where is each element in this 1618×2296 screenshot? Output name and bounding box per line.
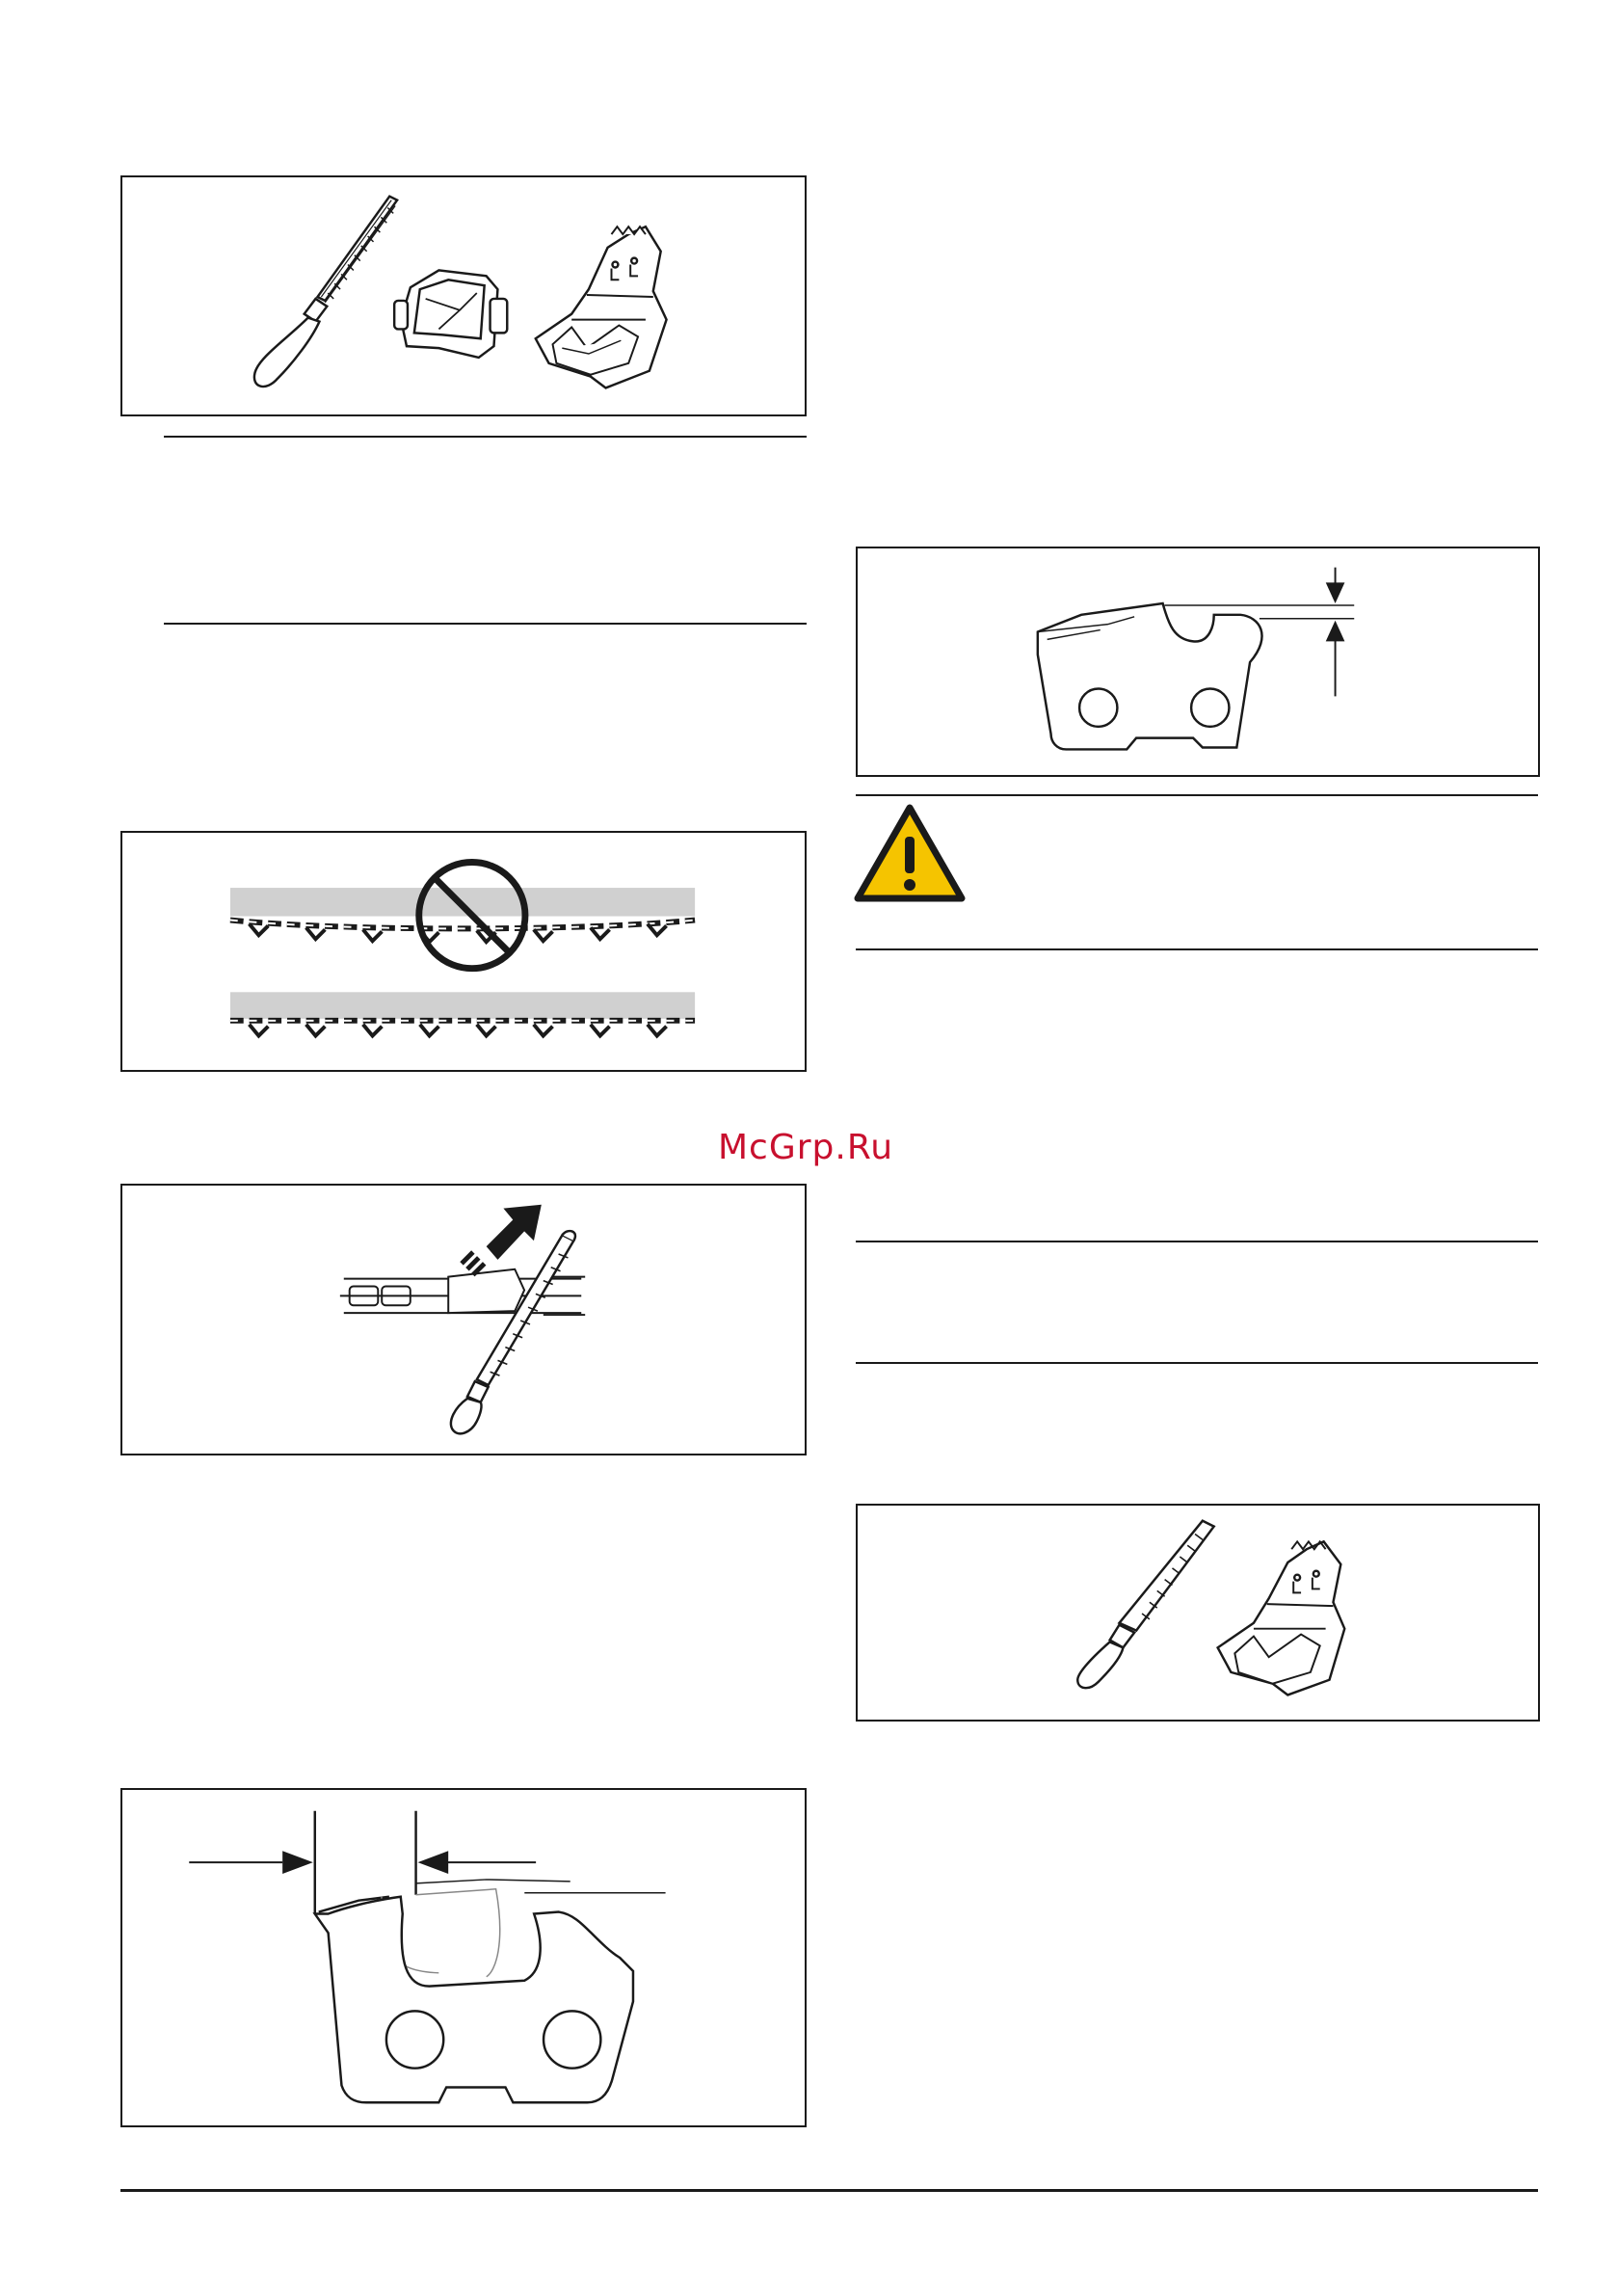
warning-triangle-icon	[852, 802, 968, 904]
chain-correct-icon	[230, 992, 695, 1035]
fig-chain-tension	[120, 831, 807, 1072]
round-file-icon	[451, 1231, 575, 1433]
arrow-right-icon	[189, 1851, 313, 1874]
flat-file-icon	[1077, 1521, 1213, 1688]
arrow-up-icon	[1326, 621, 1345, 697]
warning-rule-bottom	[856, 948, 1538, 950]
footer-rule	[120, 2189, 1538, 2192]
fig-flat-file-gauge	[856, 1504, 1540, 1722]
arrow-down-icon	[1326, 568, 1345, 603]
note-rule-right-bottom	[856, 1362, 1538, 1364]
warning-rule-top	[856, 794, 1538, 796]
fig-tools-file-guide-gauge	[120, 175, 807, 416]
depth-gauge-icon	[1218, 1541, 1345, 1695]
note-rule-right-top	[856, 1241, 1538, 1242]
chain-sagging-icon	[230, 888, 695, 942]
fig-filing-direction	[120, 1184, 807, 1455]
watermark-text: McGrp.Ru	[718, 1128, 894, 1167]
arrow-left-icon	[418, 1851, 537, 1874]
depth-gauge-icon	[536, 227, 667, 387]
note-rule-top	[164, 436, 807, 438]
file-holder-icon	[394, 270, 507, 358]
cutter-tooth-icon	[315, 1811, 666, 2103]
fig-depth-gauge-setting	[856, 547, 1540, 777]
note-rule-bottom	[164, 623, 807, 625]
arrow-up-icon	[462, 1205, 542, 1275]
cutter-tooth-icon	[1038, 603, 1354, 749]
fig-cutter-length	[120, 1788, 807, 2127]
round-file-icon	[254, 197, 397, 387]
